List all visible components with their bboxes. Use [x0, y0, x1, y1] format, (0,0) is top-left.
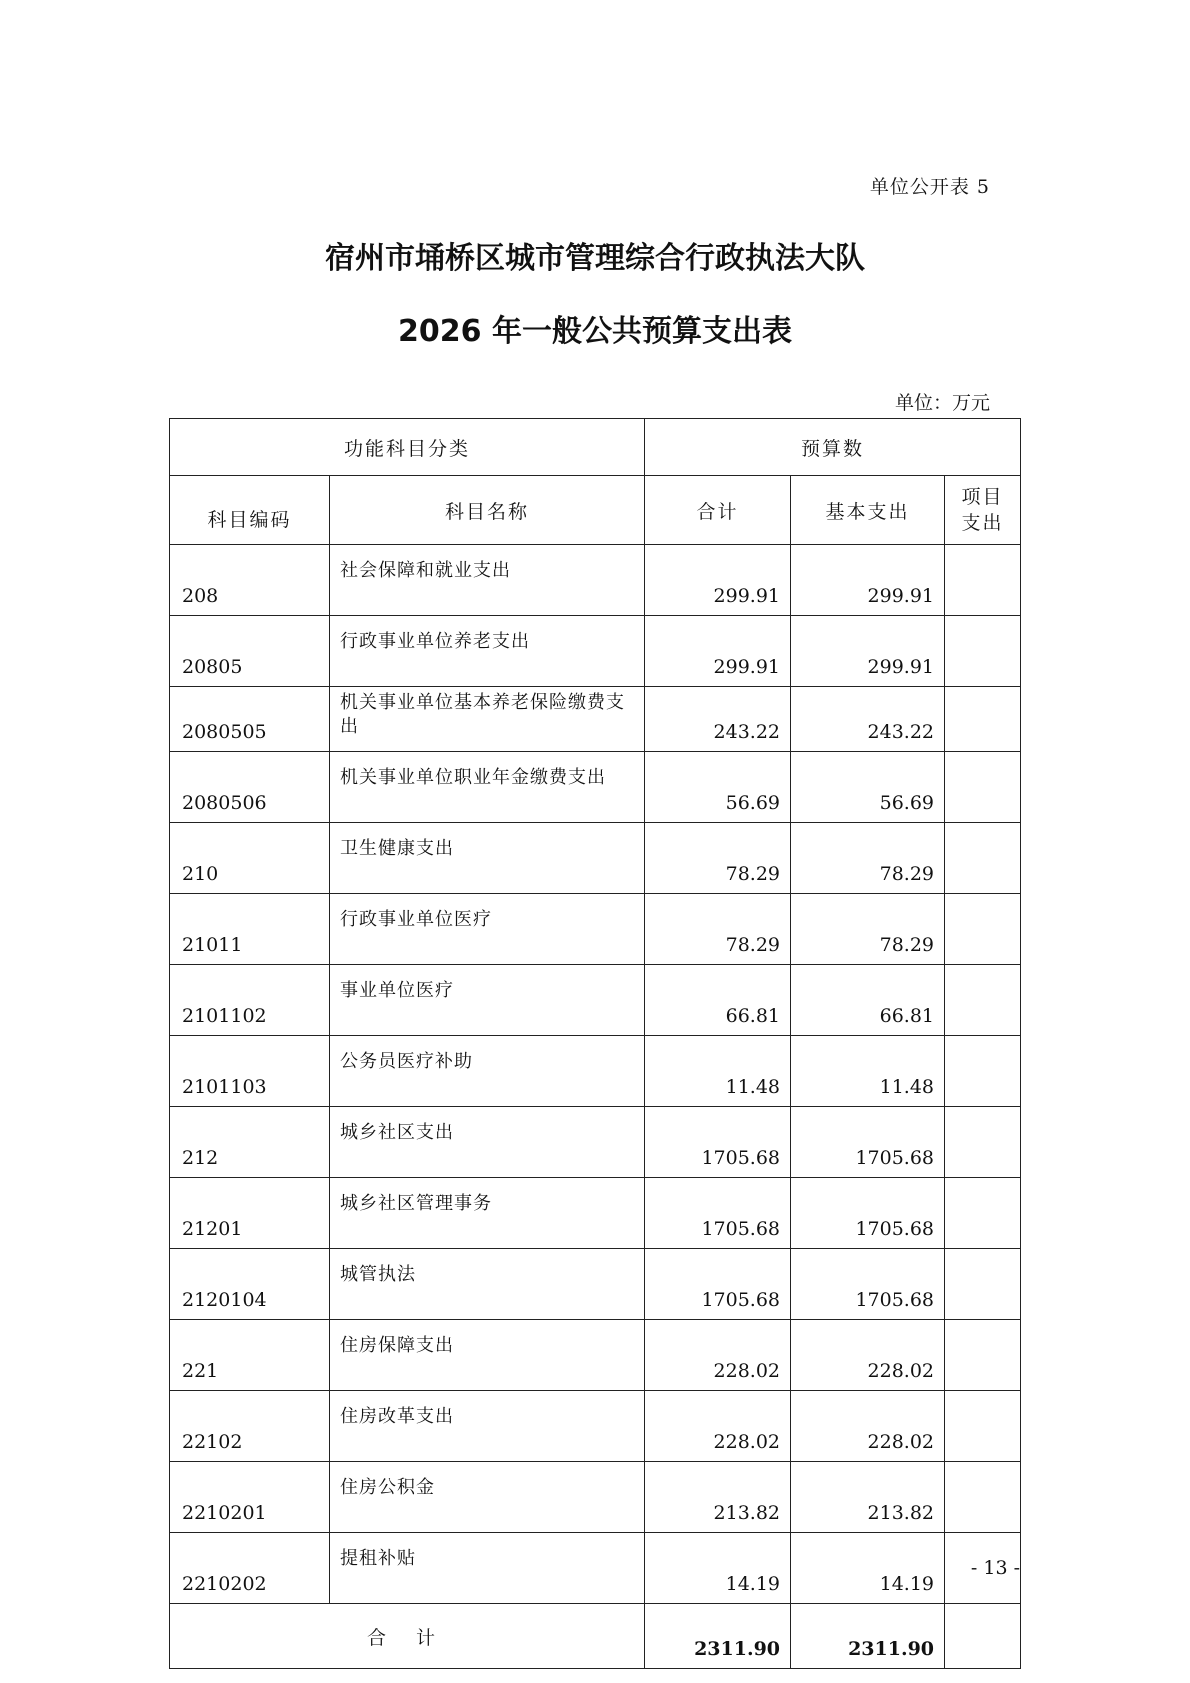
- row-basic: 213.82: [791, 1462, 945, 1533]
- row-project: [945, 1249, 1021, 1320]
- row-basic: 14.19: [791, 1533, 945, 1604]
- row-code: 221: [170, 1320, 330, 1391]
- row-name: 行政事业单位医疗: [330, 894, 645, 965]
- table-row: [170, 1533, 1021, 1604]
- row-total: 299.91: [645, 545, 791, 616]
- project-header-line2: 支出: [961, 512, 1004, 534]
- row-code: 212: [170, 1107, 330, 1178]
- unit-label: 单位：万元: [894, 392, 990, 414]
- table-row: [170, 1249, 1021, 1320]
- row-project: [945, 1178, 1021, 1249]
- page-title-line1: 宿州市埇桥区城市管理综合行政执法大队: [325, 241, 865, 276]
- table-row: [170, 616, 1021, 687]
- row-total: 78.29: [645, 894, 791, 965]
- row-project: [945, 687, 1021, 752]
- table-row: [170, 545, 1021, 616]
- row-name: 城乡社区支出: [330, 1107, 645, 1178]
- row-name: 行政事业单位养老支出: [330, 616, 645, 687]
- row-name: 机关事业单位职业年金缴费支出: [330, 752, 645, 823]
- row-basic: 56.69: [791, 752, 945, 823]
- row-project: [945, 965, 1021, 1036]
- name-header: 科目名称: [330, 476, 645, 545]
- row-total: 243.22: [645, 687, 791, 752]
- table-row: [170, 823, 1021, 894]
- row-code: 21201: [170, 1178, 330, 1249]
- row-code: 208: [170, 545, 330, 616]
- project-header: [945, 476, 1021, 545]
- row-project: [945, 1036, 1021, 1107]
- row-code: 2120104: [170, 1249, 330, 1320]
- row-name: 提租补贴: [330, 1533, 645, 1604]
- row-project: [945, 823, 1021, 894]
- row-project: [945, 1107, 1021, 1178]
- grand-total-row: [170, 1604, 1021, 1669]
- table-row: [170, 1036, 1021, 1107]
- row-basic: 78.29: [791, 894, 945, 965]
- row-project: [945, 1462, 1021, 1533]
- row-code: 210: [170, 823, 330, 894]
- page-number: - 13 -: [970, 1557, 1020, 1579]
- row-project: [945, 545, 1021, 616]
- row-code: 20805: [170, 616, 330, 687]
- row-total: 1705.68: [645, 1178, 791, 1249]
- row-name: 住房改革支出: [330, 1391, 645, 1462]
- grand-total-basic: 2311.90: [791, 1604, 945, 1669]
- row-project: [945, 752, 1021, 823]
- document-label: 单位公开表 5: [869, 176, 990, 198]
- row-name: 住房保障支出: [330, 1320, 645, 1391]
- row-code: 2210202: [170, 1533, 330, 1604]
- row-code: 22102: [170, 1391, 330, 1462]
- table-row: [170, 687, 1021, 752]
- row-code: 2080505: [170, 687, 330, 752]
- grand-total-amount: 2311.90: [645, 1604, 791, 1669]
- row-project: [945, 1320, 1021, 1391]
- row-total: 14.19: [645, 1533, 791, 1604]
- row-basic: 1705.68: [791, 1178, 945, 1249]
- row-project: [945, 894, 1021, 965]
- row-name: 城乡社区管理事务: [330, 1178, 645, 1249]
- project-header-line1: 项目: [961, 486, 1004, 508]
- row-code: 2101102: [170, 965, 330, 1036]
- row-total: 213.82: [645, 1462, 791, 1533]
- row-basic: 11.48: [791, 1036, 945, 1107]
- row-name: 事业单位医疗: [330, 965, 645, 1036]
- table-row: [170, 1178, 1021, 1249]
- row-name: 卫生健康支出: [330, 823, 645, 894]
- row-project: [945, 1391, 1021, 1462]
- row-total: 228.02: [645, 1391, 791, 1462]
- row-total: 1705.68: [645, 1249, 791, 1320]
- row-name: 公务员医疗补助: [330, 1036, 645, 1107]
- row-basic: 228.02: [791, 1391, 945, 1462]
- row-basic: 299.91: [791, 616, 945, 687]
- row-total: 228.02: [645, 1320, 791, 1391]
- row-basic: 1705.68: [791, 1249, 945, 1320]
- header-row-1: [170, 419, 1021, 476]
- row-code: 2210201: [170, 1462, 330, 1533]
- row-basic: 228.02: [791, 1320, 945, 1391]
- page-title-line2: 2026 年一般公共预算支出表: [398, 314, 792, 349]
- basic-header: 基本支出: [791, 476, 945, 545]
- row-name: 城管执法: [330, 1249, 645, 1320]
- row-name: 住房公积金: [330, 1462, 645, 1533]
- table-row: [170, 965, 1021, 1036]
- table-row: [170, 1320, 1021, 1391]
- row-code: 21011: [170, 894, 330, 965]
- row-code: 2101103: [170, 1036, 330, 1107]
- row-total: 66.81: [645, 965, 791, 1036]
- row-code: 2080506: [170, 752, 330, 823]
- grand-total-label: 合 计: [170, 1604, 645, 1669]
- table-row: [170, 1107, 1021, 1178]
- table-row: [170, 1462, 1021, 1533]
- budget-amount-header: 预算数: [645, 419, 1021, 476]
- code-header: 科目编码: [170, 476, 330, 545]
- functional-category-header: 功能科目分类: [170, 419, 645, 476]
- header-row-2: [170, 476, 1021, 545]
- table-row: [170, 752, 1021, 823]
- table-row: [170, 1391, 1021, 1462]
- row-total: 78.29: [645, 823, 791, 894]
- row-total: 299.91: [645, 616, 791, 687]
- total-header: 合计: [645, 476, 791, 545]
- row-project: [945, 616, 1021, 687]
- grand-total-project: [945, 1604, 1021, 1669]
- row-basic: 243.22: [791, 687, 945, 752]
- row-basic: 66.81: [791, 965, 945, 1036]
- row-total: 11.48: [645, 1036, 791, 1107]
- table-row: [170, 894, 1021, 965]
- row-basic: 299.91: [791, 545, 945, 616]
- row-name: 社会保障和就业支出: [330, 545, 645, 616]
- row-basic: 78.29: [791, 823, 945, 894]
- row-total: 56.69: [645, 752, 791, 823]
- budget-table: [169, 418, 1021, 1669]
- row-name: 机关事业单位基本养老保险缴费支出: [330, 687, 645, 752]
- row-total: 1705.68: [645, 1107, 791, 1178]
- row-basic: 1705.68: [791, 1107, 945, 1178]
